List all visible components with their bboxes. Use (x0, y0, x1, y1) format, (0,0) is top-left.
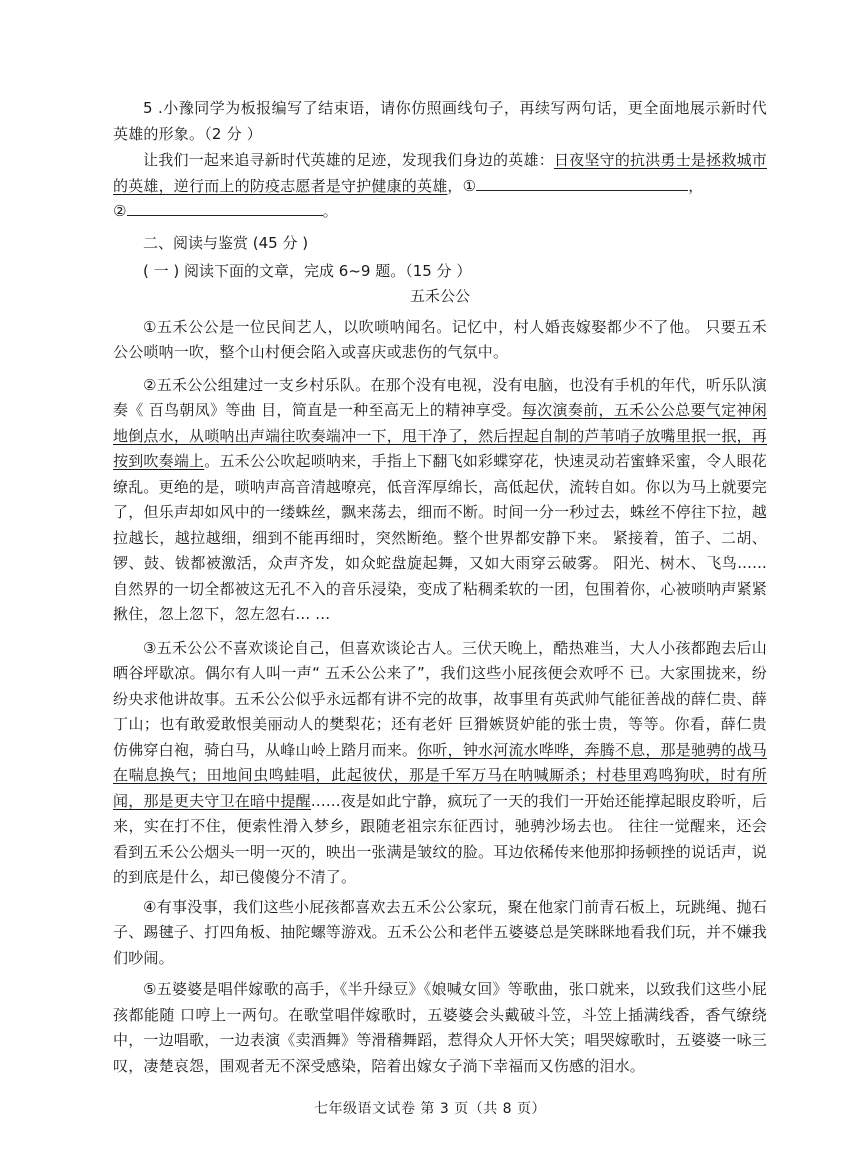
article-paragraph-1: ①五禾公公是一位民间艺人，以吹唢呐闻名。记忆中，村人婚丧嫁娶都少不了他。 只要五禾公公唢呐一吹，整个山村便会陷入或喜庆或悲伤的气氛中。 (113, 317, 767, 361)
page-content (113, 96, 767, 1079)
page-footer: 七年级语文试卷 第 3 页（共 8 页） (313, 1101, 547, 1117)
p3-underlined: 你听，钟水河流水哗哗，奔腾不息，那是驰骋的战马在喘息换气；田地间虫鸣蛙唱，此起彼伏，那是千军万马在呐喊厮杀；村巷里鸡鸣狗吠，时有所闻，那是更夫守卫在暗中提醒 (113, 740, 767, 810)
p2-text-a: ②五禾公公组建过一支乡村乐队。在那个没有电视，没有电脑，也没有手机的年代，听乐队演奏《 百鸟朝凤》等曲 目，简直是一种至高无上的精神享受。 (113, 375, 767, 419)
q5-intro: 让我们一起来追寻新时代英雄的足迹，发现我们身边的英雄： (143, 151, 554, 169)
section-2-subheading: ( 一 ) 阅读下面的文章，完成 6~9 题。（15 分 ） (143, 261, 472, 280)
question-5-prompt: 5 .小豫同学为板报编写了结束语，请你仿照画线句子，再续写两句话，更全面地展示新时代英雄的形象。（2 分 ） (113, 99, 767, 143)
q5-underlined-example: 日夜坚守的抗洪勇士是拯救城市的英雄，逆行而上的防疫志愿者是守护健康的英雄 (113, 151, 767, 195)
p3-text-a: ③五禾公公不喜欢谈论自己，但喜欢谈论古人。三伏天晚上，酷热难当，大人小孩都跑去后山晒谷坪歇凉。偶尔有人叫一声“ 五禾公公来了”，我们这些小屁孩便会欢呼不 已。大家围拢来，纷纷央求他讲故事。五禾公公似乎永远都有讲不完的故事，故事里有英武帅气能征善战的薛仁贵、薛丁山；也有敢爱敢恨美丽动人的樊梨花；还有老奸 巨猾嫉贤妒能的张士贵，等等。你看，薛仁贵仿佛穿白袍，骑白马，从峰山岭上踏月而来。 (113, 638, 767, 759)
question-5-line-2 (113, 199, 767, 225)
article-paragraph-4: ④有事没事，我们这些小屁孩都喜欢去五禾公公家玩，聚在他家门前青石板上，玩跳绳、抛石子、踢毽子、打四角板、抽陀螺等游戏。五禾公公和老伴五婆婆总是笑眯眯地看我们玩，并不嫌我们吵闹。 (113, 897, 767, 967)
q5-after: ，① (447, 176, 477, 195)
question-5-text (113, 148, 767, 199)
article-paragraph-5: ⑤五婆婆是唱伴嫁歌的高手，《半升绿豆》《娘喊女回》等歌曲，张口就来，以致我们这些小屁孩都能随 口哼上一两句。在歌堂唱伴嫁歌时，五婆婆会头戴破斗笠，斗笠上插满线香，香气缭绕中，一边唱歌，一边表演《卖酒舞》等滑稽舞蹈，惹得众人开怀大笑；唱哭嫁歌时，五婆婆一咏三叹，凄楚哀怨，围观者无不深受感染，陪着出嫁女子淌下幸福而又伤感的泪水。 (113, 980, 767, 1075)
q5-end-mark: 。 (322, 202, 338, 220)
section-2-heading: 二、阅读与鉴赏 (45 分 ) (143, 233, 309, 252)
article-title: 五禾公公 (409, 286, 470, 305)
answer-blank-2[interactable] (127, 200, 323, 216)
p2-text-b: 。五禾公公吹起唢呐来，手指上下翻飞如彩蝶穿花，快速灵动若蜜蜂采蜜，令人眼花缭乱。更绝的是，唢呐声高音清越嘹亮，低音浑厚绵长，高低起伏，流转自如。你以为马上就要完了，但乐声却如风中的一缕蛛丝，飘来荡去，细而不断。时间一分一秒过去，蛛丝不停往下拉，越拉越长，越拉越细，细到不能再细时，突然断绝。整个世界都安静下来。 紧接着，笛子、二胡、锣、鼓、钹都被激活，众声齐发，如众蛇盘旋起舞，又如大雨穿云破雾。 阳光、树木、飞鸟...... 自然界的一切全都被这无孔不入的音乐浸染，变成了粘稠柔软的一团，包围着你，心被唢呐声紧紧揪住，忽上忽下，忽左忽右... ... (113, 452, 768, 623)
p2-underlined: 每次演奏前，五禾公公总要气定神闲地倒点水，从唢呐出声端往吹奏端冲一下，甩干净了，然后捏起自制的芦苇哨子放嘴里抿一抿，再按到吹奏端上 (113, 401, 768, 470)
q5-marker-2: ② (113, 202, 127, 220)
p3-text-b: ......夜是如此宁静，疯玩了一天的我们一开始还能撑起眼皮聆听，后来，实在打不住，便索性滑入梦乡，跟随老祖宗东征西讨，驰骋沙场去也。 往往一觉醒来，还会看到五禾公公烟头一明一灭的，映出一张满是皱纹的脸。耳边依稀传来他那抑扬顿挫的说话声，说的到底是什么，却已傻傻分不清了。 (113, 791, 767, 886)
article-paragraph-2 (113, 373, 767, 628)
article-paragraph-3 (113, 636, 767, 891)
q5-comma: ， (688, 176, 704, 195)
answer-blank-1[interactable] (476, 175, 688, 191)
